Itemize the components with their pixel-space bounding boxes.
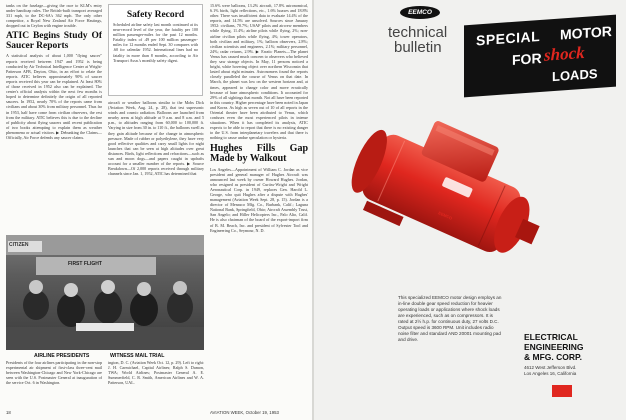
company-name-1: ELECTRICAL xyxy=(524,332,578,342)
eemco-logo xyxy=(400,6,440,19)
airline-presidents-photo xyxy=(6,235,204,350)
caption-2-body: ington, D. C. (Aviation Week Oct. 12, p. 29). Left to right: J. H. Carmichael, Capital Airlines; Ralph S. Damon, TWA; World Airlines; Postmaster General A. E. Summerfield, C. R. Smith, American Airlines and W. A. Patterson, UAL. xyxy=(108,360,204,386)
left-page xyxy=(0,0,312,420)
page-number: 18 xyxy=(6,410,11,415)
ufo-headline: ATIC Begins Study Of Saucer Reports xyxy=(6,31,102,52)
column-3 xyxy=(210,3,308,403)
motor-illustration xyxy=(344,90,544,310)
ufo-body: A statistical analysis of about 1,000 "flying saucer" reports received between 1947 and 1952 is being conducted by Air Technical Intelligence Center at Wright-Patterson AFB, Dayton, Ohio, in an effort to relate the reports. ATIC believes approximately 90% of saucer reports received this year can be explained. At least 80% of those received in 1952 also can be explained. The center's official analysis within the next few months is hoped to determine definitely the origin of all reported saucers. In 1952, nearly 70% of the reports came from civilians and about 30% from military personnel. Thus far in 1953, half have come from civilian observers, the rest from the military. ATIC believes this is due to the decline of publicity about flying saucers until recent publication of two books attempting to explain them as weather phenomena or actual visitors. ▶ Debunking the Claims—Officially, Air Force defends any saucer claims. xyxy=(6,53,102,140)
banner-shock: shock xyxy=(544,42,585,65)
address-line-2: Los Angeles 16, California xyxy=(524,371,577,376)
address-line-1: 4612 West Jefferson Blvd. xyxy=(524,365,577,370)
column-3-text: 15.6% were balloons, 13.2% aircraft, 17.8% astronomical, 6.1% birds, light reflections, etc., 1.6% hoaxes and 18.8% other. There was insufficient data to evaluate 14.4% of the reports, and 14.5% are unsolved. Sources since January 1952: civilians, 70.7%; USAF pilots and aircrew members while flying, 11.4%; airline pilots while flying, 2%; non-airline civilian pilots while flying, 4%; tower operators, both civilian and military, 1%; balloon observers, 2.8%; civilian scientists and engineers, 2.1%; military personnel, 24%; radar returns, 2.9%. ▶ Erratic Planets—The planet Venus has caused much concern to observers who believed they saw strange objects. In May, 11 persons noticed a bright, white hovering object over northern Wisconsin that lasted about eight minutes. Astronomers found the reports closely paralleled the course of Venus on that date. In March, the planet was low on the western horizon and, at times, appeared to change color and move erratically because of haze atmospheric conditions. It accounted for 29% of all sightings that month. Not all have been reported in this country. Higher percentage have been noted in Japan and Korea. As high as seven out of 10 of all reports in the Oriental theater have been attributed to Venus, which confuses even the most experienced pilots in intense situations. When it has completed its analysis, ATIC expects to be able to report that there is no existing danger to the U.S. from interplanetary travelers and that there is nothing to cause undue speculation or hysteria. xyxy=(210,3,308,141)
banner-line-1: SPECIAL xyxy=(476,27,541,49)
photo-scene xyxy=(6,235,204,350)
tagline-bulletin: bulletin xyxy=(394,39,442,56)
right-page-advertisement xyxy=(314,0,626,420)
safety-headline: Safety Record xyxy=(126,10,185,20)
ad-description: This specialized EEMCO motor design employs an in-line double gear speed reduction for heavier operating loads or applications where shock loads are experienced, such as on compressors. It is rated at 2½ h.p. for continuous duty, 27 volts D.C. Output speed is 3600 RPM. Unit includes radio noise filter and standard AND 20001 mounting pad and drive. xyxy=(398,295,502,342)
caption-1-headline: AIRLINE PRESIDENTS xyxy=(34,353,90,359)
company-name-3: & MFG. CORP. xyxy=(524,352,582,362)
banner-line-3: FOR xyxy=(512,49,542,68)
banner-line-2: MOTOR xyxy=(560,22,612,43)
company-name-2: ENGINEERING xyxy=(524,342,584,352)
hughes-body: Los Angeles—Appointment of William C. Jordan as vice president and general manager of Hughes Aircraft was announced last week by owner Howard Hughes. Jordan, who resigned as president of Curtiss-Wright and Wright Aeronautical Corp. in 1949, replaces Gen. Harold L. George, who quit Hughes after a dispute with Hughes' management (Aviation Week Sept. 28, p. 15). Jordan is a director of Menasco Mfg. Co., Burbank, Calif.; Laguna National Bank, Springfield, Ohio; Aircraft Assembly Trust, San Angelo; and Hiller Helicopters Inc., Palo Alto, Calif. He is also chairman of the board of the export-import firm of B. M. Beach, Inc. and president of Sylvester Tool and Engineering Co., Seymour, N. D. xyxy=(210,166,308,233)
banner-line-4: LOADS xyxy=(552,65,598,85)
column-1-top-text: tanks on the fuselage—giving the race to KLM's entry under handicap rules. The British-built transport averaged 331 mph, to the DC-6A's 362 mph. The only other competitor, a Royal New Zealand Air Force Hastings, dropped out in Ceylon with engine trouble. xyxy=(6,3,102,29)
hughes-headline: Hughes Fills Gap Made by Walkout xyxy=(210,142,308,165)
motor-nameplate-text: EEMCO xyxy=(437,210,454,221)
magazine-footer: AVIATION WEEK, October 19, 1953 xyxy=(210,410,279,415)
ad-banner xyxy=(464,15,616,98)
safety-record-box xyxy=(108,4,203,96)
tagline-technical: technical xyxy=(388,24,448,41)
photo-sign-2: FIRST FLIGHT xyxy=(68,261,102,267)
corner-swatch xyxy=(552,385,572,397)
column-2: aircraft or weather balloons similar to the Mobs Dick (Aviation Week, Aug. 24, p. 28), that test supersonic winds and cosmic radiation. Balloons are launched from nearby areas at high altitude at 9 a.m. and 8 a.m. and 5 p.m., to altitudes ranging from 60,000 to 100,000 ft. Varying in size from 30 in. to 110 ft., the balloons swell as they gain altitude because of the change in atmospheric pressure. Made of rubber or polyethylene, they have very good reflective qualities and carry small lights for night launches that can be seen at high altitudes over great distances. Birds, light reflections and refractions—such as sun and moon dogs—and papers caught in updrafts account for a smaller number of the reports. ▶ Source Breakdown—Of 2,000 reports received through military channels since Jan. 1, 1952, ATIC has determined that xyxy=(108,100,204,177)
photo-sign: CITIZEN xyxy=(9,242,29,248)
caption-1-body: Presidents of the four airlines participating in the non-stop experimental air shipment of first-class three-cent mail between Washington-Chicago and New York-Chicago are seen with the U.S. Postmaster General at inauguration of the service Oct. 6 in Washington. xyxy=(6,360,102,386)
column-1 xyxy=(6,3,102,233)
eemco-logo-text: EEMCO xyxy=(408,9,432,16)
caption-2-headline: WITNESS MAIL TRIAL xyxy=(110,353,165,359)
safety-body: Scheduled airline safety last month continued at its near-record level of the year, the fatality per 100 million passenger-miles for the past 12 months. Fatality index of .49 per 100 million passenger-miles for 12 months ended Sept. 30 compares with .60 for calendar 1952. International lines had no fatality in more than 8 months, according to Air Transport Assn.'s monthly safety digest. xyxy=(113,22,198,63)
